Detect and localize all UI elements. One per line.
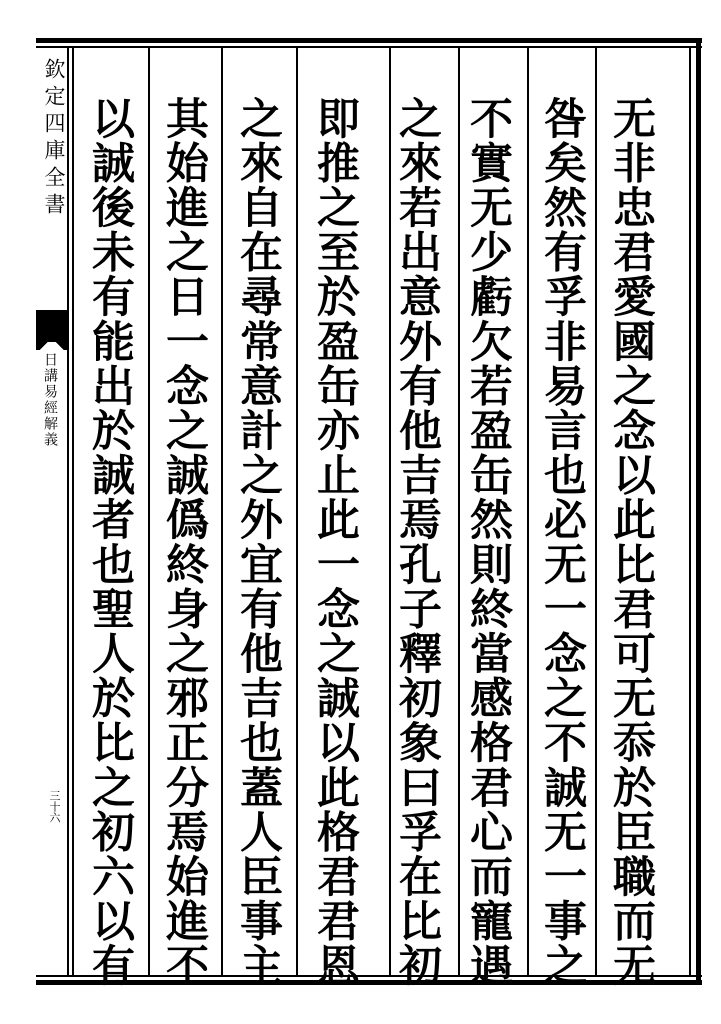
column-divider bbox=[595, 48, 597, 975]
text-column-6: 之來自在尋常意計之外宜有他吉也蓋人臣事主 bbox=[233, 96, 283, 988]
text-column-2: 咎矣然有孚非易言也必无一念之不誠无一事之 bbox=[537, 96, 587, 988]
text-column-4: 之來若出意外有他吉焉孔子釋初象曰孚在比初 bbox=[392, 96, 442, 988]
text-column-3: 不實无少虧欠若盈缶然則終當感格君心而寵遇 bbox=[463, 96, 513, 988]
column-divider bbox=[221, 48, 223, 975]
section-title: 日講易經解義 bbox=[42, 352, 58, 448]
book-title: 欽定四庫全書 bbox=[42, 58, 66, 220]
text-column-1: 无非忠君愛國之念以此比君可无忝於臣職而无 bbox=[606, 96, 656, 988]
page-number: 三十六 bbox=[48, 790, 61, 823]
top-border bbox=[36, 38, 702, 43]
column-divider bbox=[458, 48, 460, 975]
column-divider bbox=[148, 48, 150, 975]
fishtail-mark bbox=[36, 310, 67, 342]
bottom-inner-border bbox=[36, 975, 702, 977]
column-divider bbox=[389, 48, 391, 975]
text-column-5: 即推之至於盈缶亦止此一念之誠以此格君君恩 bbox=[310, 96, 360, 988]
column-divider bbox=[296, 48, 298, 975]
text-column-8: 以誠後未有能出於誠者也聖人於比之初六以有 bbox=[85, 96, 135, 988]
text-column-7: 其始進之日一念之誠僞終身之邪正分焉始進不 bbox=[159, 96, 209, 988]
right-border bbox=[696, 38, 701, 985]
top-inner-border bbox=[36, 46, 702, 48]
column-divider bbox=[72, 48, 74, 975]
column-divider bbox=[527, 48, 529, 975]
right-inner-border bbox=[689, 46, 691, 977]
bottom-border bbox=[36, 980, 702, 985]
